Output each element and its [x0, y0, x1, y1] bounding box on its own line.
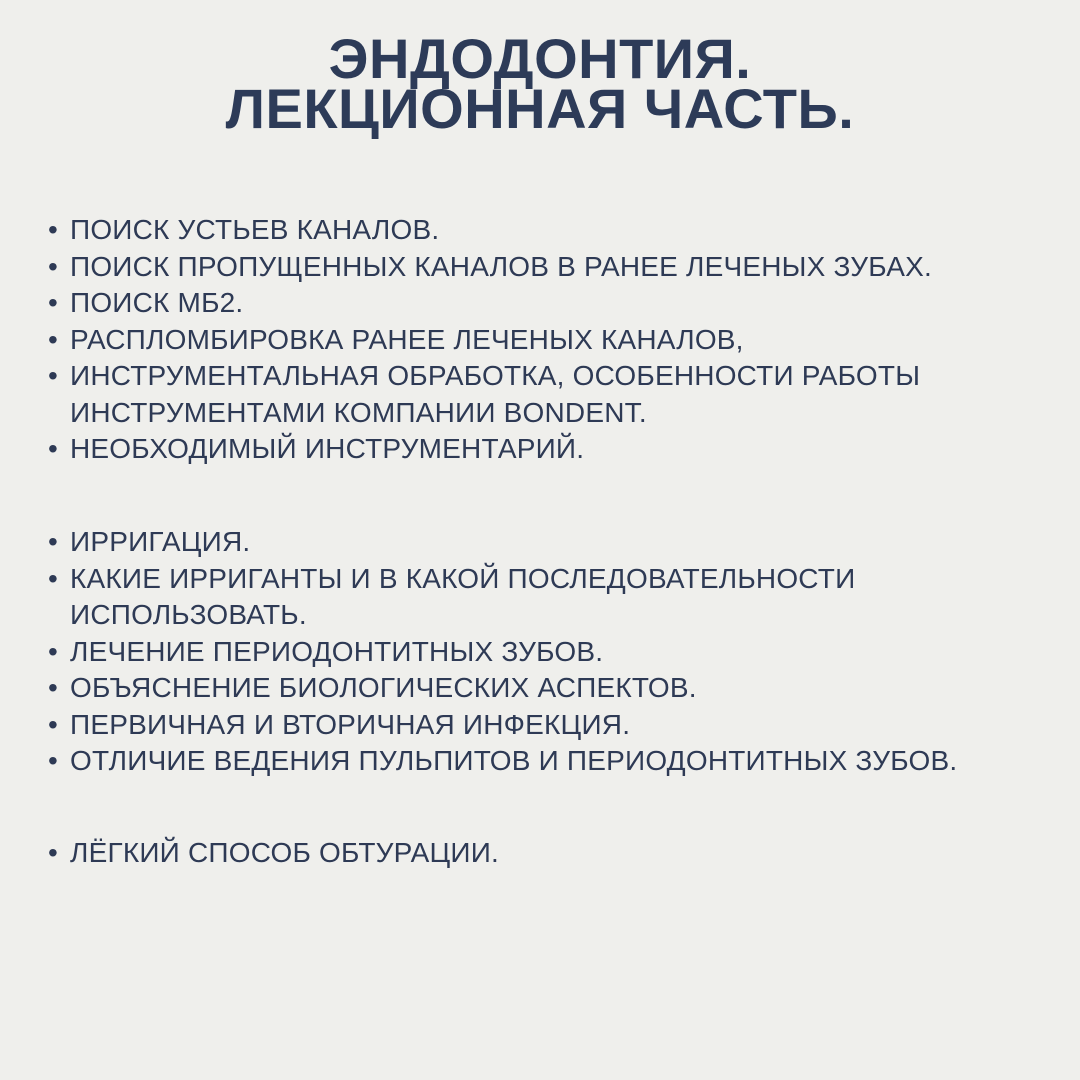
- list-item-text-continued: ИСПОЛЬЗОВАТЬ.: [70, 599, 307, 630]
- topic-list-1: [48, 212, 1048, 468]
- list-item: [48, 285, 1048, 322]
- list-item: [48, 358, 1048, 431]
- bullet-icon: •: [48, 562, 59, 594]
- list-item-text: КАКИЕ ИРРИГАНТЫ И В КАКОЙ ПОСЛЕДОВАТЕЛЬНОСТИ: [70, 562, 856, 594]
- bullet-icon: •: [48, 360, 59, 391]
- list-item-text: ПОИСК ПРОПУЩЕННЫХ КАНАЛОВ В РАНЕЕ ЛЕЧЕНЫХ ЗУБАХ.: [70, 250, 932, 282]
- list-item-text: ЛЕЧЕНИЕ ПЕРИОДОНТИТНЫХ ЗУБОВ.: [70, 635, 604, 667]
- list-item: [48, 707, 1048, 744]
- page-title: [0, 27, 1080, 140]
- list-item-text: ИРРИГАЦИЯ.: [70, 526, 251, 557]
- list-item-text: РАСПЛОМБИРОВКА РАНЕЕ ЛЕЧЕНЫХ КАНАЛОВ,: [70, 323, 744, 355]
- list-item-text: ОТЛИЧИЕ ВЕДЕНИЯ ПУЛЬПИТОВ И ПЕРИОДОНТИТНЫХ ЗУБОВ.: [70, 745, 958, 776]
- bullet-icon: •: [48, 250, 59, 282]
- list-item: [48, 670, 1048, 707]
- list-item: [48, 212, 1048, 249]
- topic-list-3: [48, 835, 1048, 872]
- list-item: [48, 561, 1048, 634]
- list-item-text-continued: ИНСТРУМЕНТАМИ КОМПАНИИ BONDENT.: [70, 396, 647, 428]
- list-item-text: НЕОБХОДИМЫЙ ИНСТРУМЕНТАРИЙ.: [70, 433, 585, 464]
- list-item-text: ПЕРВИЧНАЯ И ВТОРИЧНАЯ ИНФЕКЦИЯ.: [70, 708, 631, 740]
- list-item-text: ПОИСК МБ2.: [70, 287, 244, 318]
- bullet-icon: •: [48, 635, 59, 667]
- list-item: [48, 743, 1048, 780]
- title-line-1: ЭНДОДОНТИЯ.: [328, 27, 752, 90]
- list-item-text: ОБЪЯСНЕНИЕ БИОЛОГИЧЕСКИХ АСПЕКТОВ.: [70, 672, 697, 703]
- title-line-2: ЛЕКЦИОННАЯ ЧАСТЬ.: [225, 77, 855, 140]
- bullet-icon: •: [48, 526, 59, 557]
- list-item: [48, 431, 1048, 468]
- bullet-icon: •: [48, 745, 59, 776]
- bullet-icon: •: [48, 672, 59, 703]
- list-item: [48, 524, 1048, 561]
- bullet-icon: •: [48, 287, 59, 318]
- bullet-icon: •: [48, 323, 59, 355]
- list-item-text: ЛЁГКИЙ СПОСОБ ОБТУРАЦИИ.: [70, 837, 500, 868]
- bullet-icon: •: [48, 214, 59, 245]
- list-item-text: ПОИСК УСТЬЕВ КАНАЛОВ.: [70, 214, 440, 245]
- list-item: [48, 322, 1048, 359]
- list-item: [48, 249, 1048, 286]
- list-item: [48, 835, 1048, 872]
- bullet-icon: •: [48, 708, 59, 740]
- list-item: [48, 634, 1048, 671]
- bullet-icon: •: [48, 433, 59, 464]
- list-item-text: ИНСТРУМЕНТАЛЬНАЯ ОБРАБОТКА, ОСОБЕННОСТИ РАБОТЫ: [70, 360, 921, 391]
- topic-list-2: [48, 524, 1048, 780]
- bullet-icon: •: [48, 837, 59, 868]
